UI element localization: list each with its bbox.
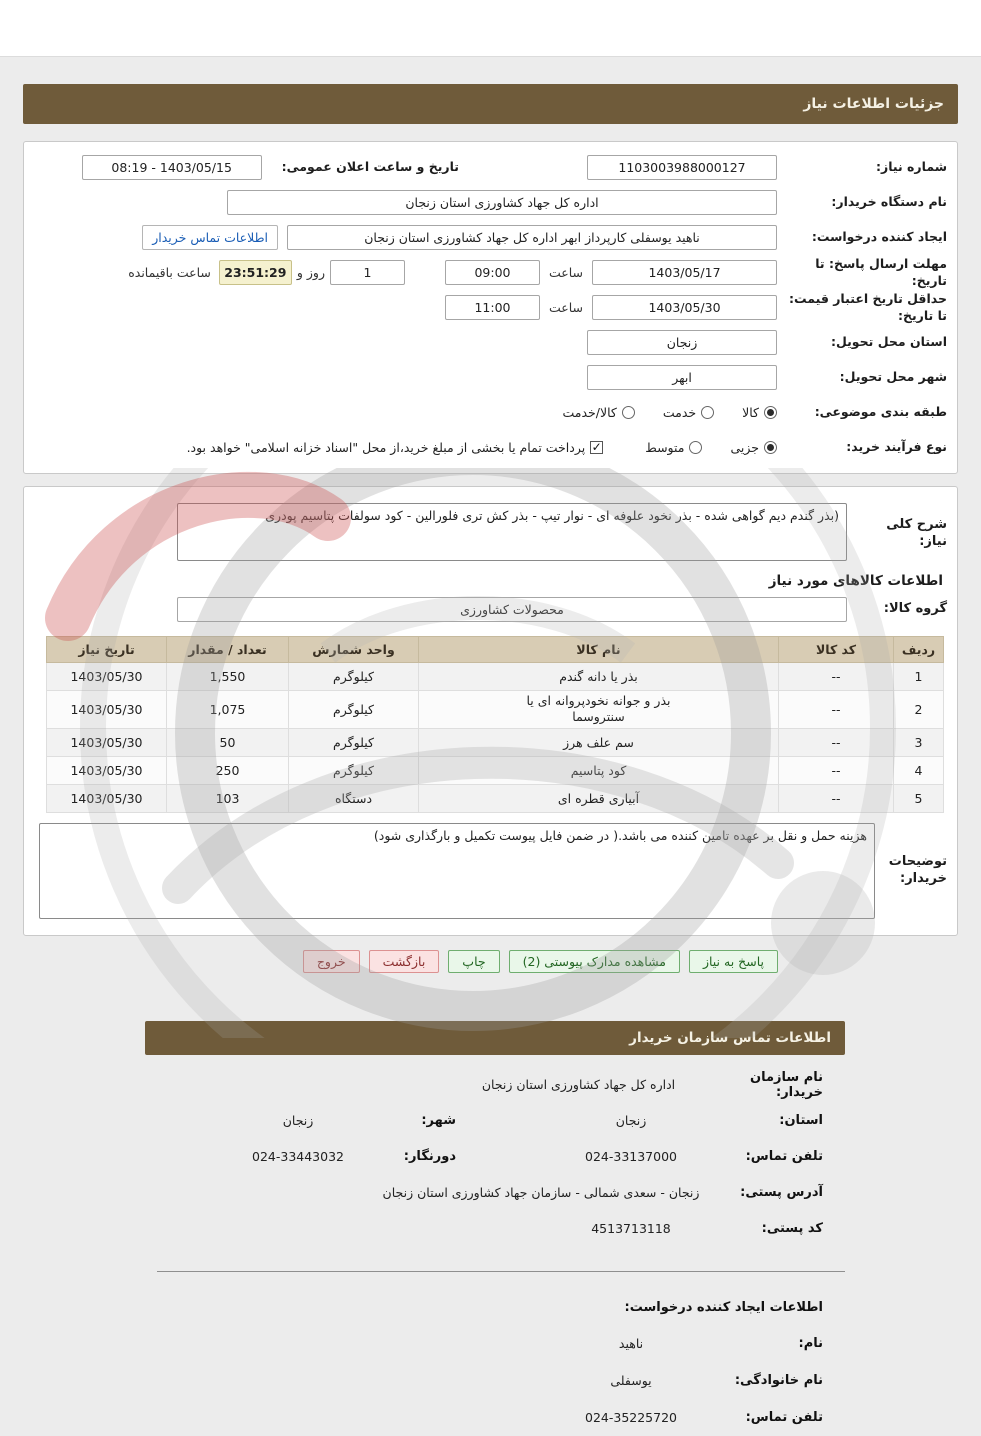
price-validity-date-field — [592, 295, 777, 320]
cell-unit: کیلوگرم — [289, 756, 419, 784]
row-buyer-org — [34, 185, 947, 220]
row-subject-classification — [34, 395, 947, 430]
row-need-description — [34, 503, 947, 561]
cell-goods-name: سم علف هرز — [419, 728, 779, 756]
radio-option-medium[interactable] — [645, 440, 702, 455]
delivery-city-label: شهر محل تحویل: — [839, 369, 947, 385]
cell-goods-code: -- — [779, 663, 894, 691]
col-row-number: ردیف — [894, 637, 944, 663]
row-need-number — [34, 150, 947, 185]
cell-row-number: 3 — [894, 728, 944, 756]
first-name-value: ناهید — [618, 1335, 644, 1351]
need-number-field — [587, 155, 777, 180]
need-goods-panel — [23, 486, 958, 936]
row-request-creator — [34, 220, 947, 255]
table-row — [47, 691, 944, 729]
view-attachments-button[interactable]: مشاهده مدارک پیوستی (2) — [509, 950, 680, 973]
price-validity-date: 1403/05/30 — [648, 300, 721, 315]
delivery-province-value: زنجان — [666, 335, 698, 350]
fax-value: 024-33443032 — [252, 1149, 344, 1164]
address-value: زنجان - سعدی شمالی - سازمان جهاد کشاورزی استان زنجان — [382, 1185, 700, 1200]
cell-goods-name-text: بذر و جوانه نخودپروانه ای یا سنتروسما — [526, 693, 671, 725]
cell-row-number: 5 — [894, 784, 944, 812]
goods-table — [46, 636, 944, 813]
top-strip — [0, 0, 981, 57]
cell-row-number: 2 — [894, 691, 944, 729]
goods-group-field — [177, 597, 847, 622]
buyer-contact-link-text: اطلاعات تماس خریدار — [152, 230, 268, 245]
buyer-contact-header — [145, 1021, 845, 1055]
reply-deadline-date-field — [592, 260, 777, 285]
cell-row-number: 1 — [894, 663, 944, 691]
delivery-province-label: استان محل تحویل: — [830, 334, 947, 350]
treasury-checkbox-label: پرداخت تمام یا بخشی از مبلغ خرید،از محل "اسناد خزانه اسلامی" خواهد بود. — [186, 440, 586, 455]
respond-button[interactable]: پاسخ به نیاز — [689, 950, 778, 973]
request-creator-title: اطلاعات ایجاد کننده درخواست: — [624, 1299, 823, 1315]
section-divider — [157, 1271, 845, 1272]
delivery-province-field — [587, 330, 777, 355]
radio-option-goods-service-label: کالا/خدمت — [562, 405, 617, 420]
buyer-org-field — [227, 190, 777, 215]
radio-option-minor[interactable] — [730, 440, 777, 455]
cell-unit: دستگاه — [289, 784, 419, 812]
radio-option-service-label: خدمت — [662, 405, 697, 420]
creator-phone-value: 024-35225720 — [585, 1409, 677, 1425]
radio-unchecked-icon — [701, 406, 714, 419]
col-unit: واحد شمارش — [289, 637, 419, 663]
cell-goods-name: کود پتاسیم — [419, 756, 779, 784]
province-label: استان: — [779, 1113, 823, 1128]
org-name-value: اداره کل جهاد کشاورزی استان زنجان — [481, 1077, 676, 1092]
reply-deadline-label: مهلت ارسال پاسخ: تا تاریخ: — [815, 255, 947, 288]
cell-goods-name: بذر یا دانه گندم — [419, 663, 779, 691]
cell-unit: کیلوگرم — [289, 728, 419, 756]
reply-deadline-time-field — [445, 260, 540, 285]
postal-code-label: کد پستی: — [761, 1221, 823, 1236]
treasury-checkbox-option[interactable] — [187, 440, 604, 455]
print-button[interactable]: چاپ — [448, 950, 499, 973]
price-validity-label: حداقل تاریخ اعتبار قیمت: تا تاریخ: — [788, 290, 947, 323]
last-name-label: نام خانوادگی: — [734, 1372, 823, 1388]
address-label: آدرس پستی: — [740, 1185, 823, 1200]
col-goods-name: نام کالا — [419, 637, 779, 663]
request-creator-value: ناهید یوسفلی کارپرداز ابهر اداره کل جهاد کشاورزی استان زنجان — [364, 230, 700, 245]
countdown-timer — [219, 260, 292, 285]
cell-goods-code: -- — [779, 784, 894, 812]
row-phone-fax — [140, 1139, 845, 1175]
cell-goods-name — [419, 691, 779, 729]
need-details-header-title: جزئیات اطلاعات نیاز — [803, 96, 944, 112]
row-goods-group — [34, 597, 947, 622]
goods-group-value: محصولات کشاورزی — [460, 602, 564, 617]
purchase-process-label: نوع فرآیند خرید: — [846, 439, 947, 455]
col-quantity: تعداد / مقدار — [167, 637, 289, 663]
city-label: شهر: — [421, 1113, 456, 1128]
announce-datetime-label: تاریخ و ساعت اعلان عمومی: — [281, 159, 459, 175]
cell-goods-code: -- — [779, 756, 894, 784]
cell-need-date: 1403/05/30 — [47, 784, 167, 812]
need-details-header — [23, 84, 958, 124]
need-number-value: 1103003988000127 — [618, 160, 746, 175]
countdown-value: 23:51:29 — [224, 265, 287, 280]
action-buttons — [23, 950, 958, 973]
reply-deadline-time: 09:00 — [474, 265, 511, 280]
goods-info-title: اطلاعات کالاهای مورد نیاز — [768, 573, 943, 589]
buyer-notes-box — [39, 823, 875, 919]
col-goods-code: کد کالا — [779, 637, 894, 663]
buyer-contact-header-title: اطلاعات تماس سازمان خریدار — [629, 1029, 831, 1046]
buyer-contact-link[interactable] — [142, 225, 278, 250]
need-description-label: شرح کلی نیاز: — [886, 517, 947, 549]
back-button[interactable]: بازگشت — [369, 950, 440, 973]
row-delivery-province — [34, 325, 947, 360]
cell-quantity: 1,075 — [167, 691, 289, 729]
subject-classification-label: طبقه بندی موضوعی: — [814, 404, 947, 420]
postal-code-value: 4513713118 — [591, 1221, 671, 1236]
exit-button[interactable]: خروج — [303, 950, 360, 973]
need-number-label: شماره نیاز: — [876, 159, 947, 175]
radio-option-service[interactable] — [663, 405, 714, 420]
cell-need-date: 1403/05/30 — [47, 756, 167, 784]
countdown-label: ساعت باقیمانده — [128, 265, 211, 280]
cell-row-number: 4 — [894, 756, 944, 784]
reply-deadline-date: 1403/05/17 — [648, 265, 721, 280]
request-creator-field — [287, 225, 777, 250]
radio-option-goods-label: کالا — [742, 405, 759, 420]
treasury-checkbox — [590, 441, 603, 454]
last-name-value: یوسفلی — [610, 1372, 652, 1388]
buyer-org-value: اداره کل جهاد کشاورزی استان زنجان — [405, 195, 599, 210]
buyer-notes-text: هزینه حمل و نقل بر عهده تامین کننده می باشد.( در ضمن فایل پیوست تکمیل و بارگذاری شود) — [373, 827, 867, 843]
delivery-city-field — [587, 365, 777, 390]
cell-goods-name: آبیاری قطره ای — [419, 784, 779, 812]
table-row — [47, 756, 944, 784]
request-creator-section — [140, 1300, 845, 1436]
cell-goods-code: -- — [779, 691, 894, 729]
buyer-contact-section — [140, 1067, 845, 1247]
request-creator-label: ایجاد کننده درخواست: — [811, 229, 947, 245]
row-postal-code — [140, 1211, 845, 1247]
row-buyer-notes — [34, 823, 947, 919]
check-icon: ✓ — [591, 439, 602, 454]
table-row — [47, 784, 944, 812]
row-reply-deadline — [34, 255, 947, 290]
radio-checked-icon — [764, 441, 777, 454]
goods-group-label: گروه کالا: — [883, 601, 947, 617]
row-first-name — [140, 1325, 845, 1362]
cell-quantity: 250 — [167, 756, 289, 784]
table-row — [47, 728, 944, 756]
cell-unit: کیلوگرم — [289, 663, 419, 691]
row-address — [140, 1175, 845, 1211]
cell-quantity: 50 — [167, 728, 289, 756]
radio-option-medium-label: متوسط — [645, 440, 685, 455]
cell-quantity: 103 — [167, 784, 289, 812]
phone-label: تلفن تماس: — [745, 1149, 823, 1164]
province-value: زنجان — [615, 1113, 647, 1128]
city-value: زنجان — [282, 1113, 314, 1128]
remaining-days-field — [330, 260, 405, 285]
radio-option-goods[interactable] — [742, 405, 777, 420]
price-validity-hour-label: ساعت — [548, 300, 583, 315]
delivery-city-value: ابهر — [672, 370, 692, 385]
table-row — [47, 663, 944, 691]
buyer-org-label: نام دستگاه خریدار: — [831, 194, 947, 210]
need-info-panel — [23, 141, 958, 474]
page-content — [0, 84, 981, 1436]
price-validity-time-field — [445, 295, 540, 320]
radio-unchecked-icon — [689, 441, 702, 454]
first-name-label: نام: — [798, 1335, 823, 1351]
radio-checked-icon — [764, 406, 777, 419]
cell-quantity: 1,550 — [167, 663, 289, 691]
fax-label: دورنگار: — [403, 1149, 456, 1164]
need-description-text: (بذر گندم دیم گواهی شده - بذر نخود علوفه ای - نوار تیپ - بذر کش تری فلورالین - کود سولفات پتاسیم پودری — [265, 508, 839, 523]
remaining-days-value: 1 — [363, 265, 372, 280]
buyer-notes-label: توضیحات خریدار: — [888, 853, 947, 886]
col-need-date: تاریخ نیاز — [47, 637, 167, 663]
creator-phone-label: تلفن تماس: — [745, 1409, 823, 1425]
cell-unit: کیلوگرم — [289, 691, 419, 729]
goods-table-header-row — [47, 637, 944, 663]
announce-datetime-value: 08:19 - 1403/05/15 — [111, 160, 232, 175]
need-description-box — [177, 503, 847, 561]
radio-option-goods-service[interactable] — [562, 405, 634, 420]
phone-value: 024-33137000 — [585, 1149, 677, 1164]
row-delivery-city — [34, 360, 947, 395]
cell-need-date: 1403/05/30 — [47, 663, 167, 691]
cell-need-date: 1403/05/30 — [47, 728, 167, 756]
reply-deadline-hour-label: ساعت — [548, 265, 583, 280]
org-name-label: نام سازمان خریدار: — [750, 1069, 823, 1100]
row-price-validity — [34, 290, 947, 325]
row-org-name — [140, 1067, 845, 1103]
announce-datetime-field — [82, 155, 262, 180]
radio-unchecked-icon — [622, 406, 635, 419]
row-province-city — [140, 1103, 845, 1139]
cell-need-date: 1403/05/30 — [47, 691, 167, 729]
radio-option-minor-label: جزیی — [730, 440, 759, 455]
row-purchase-process — [34, 430, 947, 465]
price-validity-time: 11:00 — [474, 300, 511, 315]
row-last-name — [140, 1362, 845, 1399]
remaining-days-label: روز و — [296, 265, 325, 280]
cell-goods-code: -- — [779, 728, 894, 756]
